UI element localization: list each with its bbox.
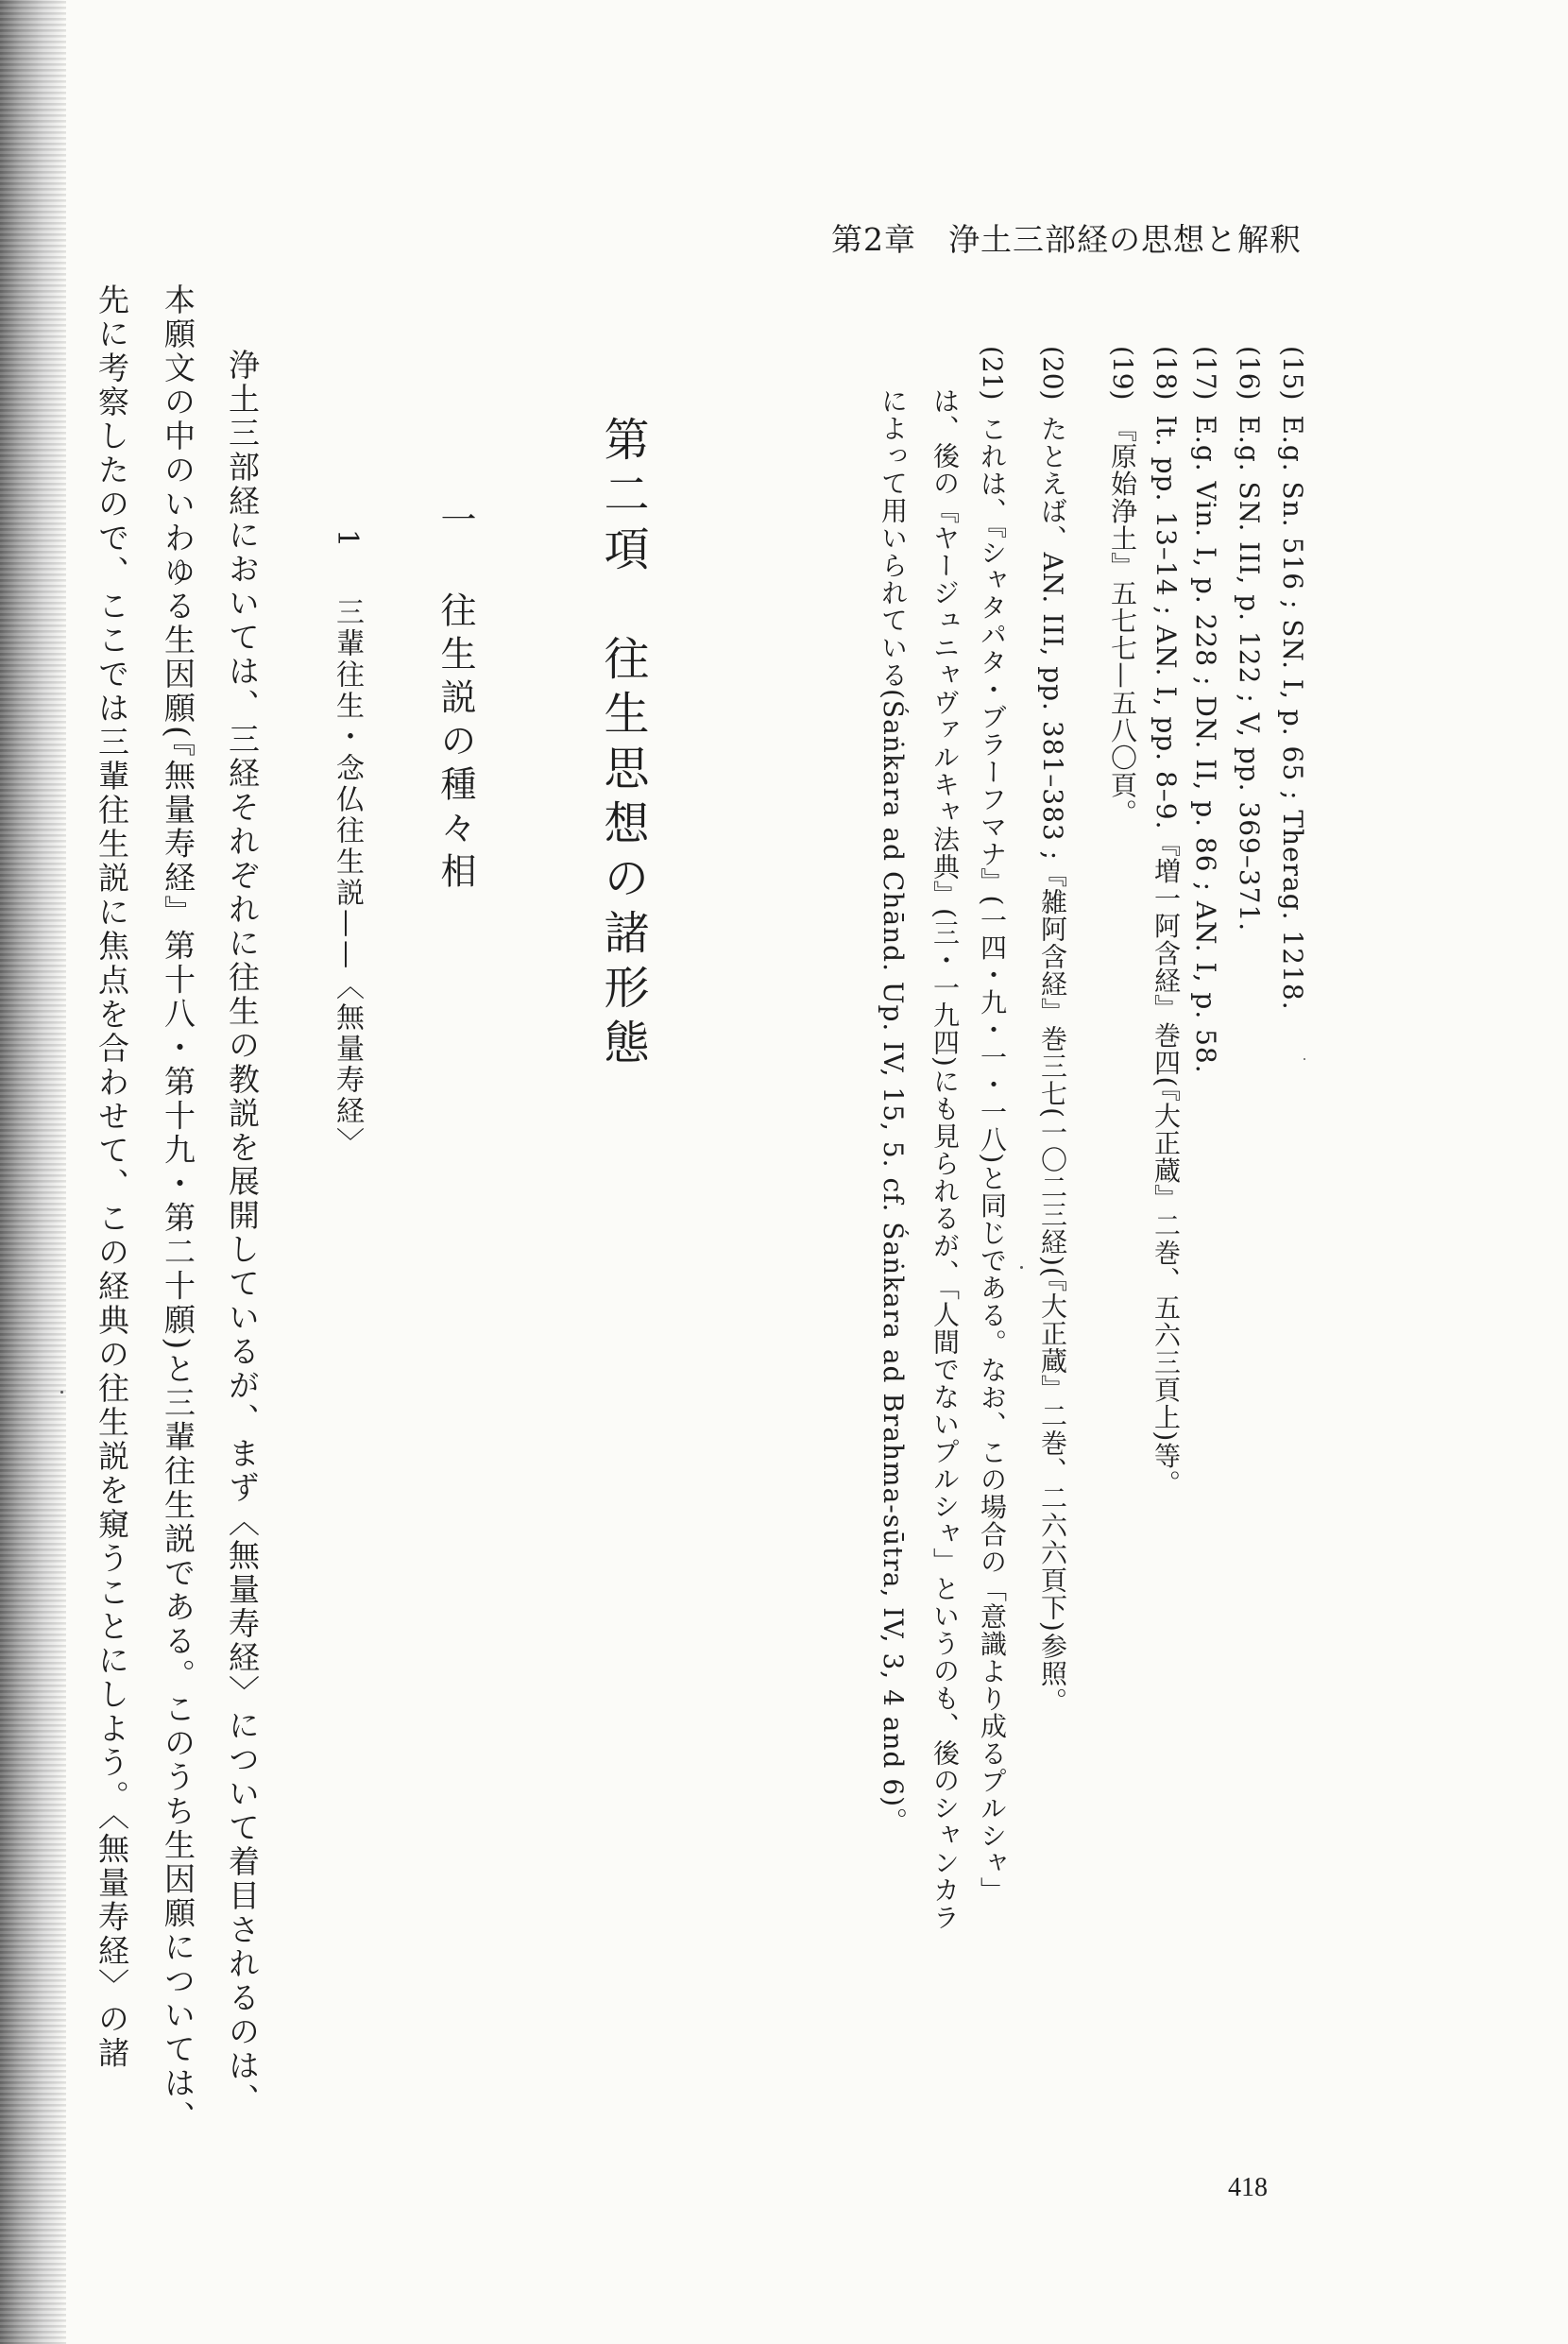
subsection-title: 往生説の種々相 xyxy=(435,591,476,896)
scan-speck xyxy=(1020,1266,1023,1269)
note-text: E.g. SN. III, p. 122 ; V, pp. 369–371. xyxy=(1234,415,1265,932)
scan-speck xyxy=(60,1391,63,1394)
running-head: 第2章 浄土三部経の思想と解釈 xyxy=(831,221,1302,258)
body-line-2: 本願文の中のいわゆる生因願(『無量寿経』第十八・第十九・第二十願)と三輩往生説である。このうち生因願については、 xyxy=(160,283,196,2135)
note-number: (17) xyxy=(1190,346,1221,401)
note-19 xyxy=(1103,346,1141,826)
body-line-1: 浄土三部経においては、三経それぞれに往生の教説を展開しているが、まず〈無量寿経〉について着目されるのは、 xyxy=(224,315,261,2117)
subsubsection-index: 1 xyxy=(331,529,364,551)
scan-speck xyxy=(1304,1058,1305,1060)
body-line-3: 先に考察したので、ここでは三輩往生説に焦点を合わせて、この経典の往生説を窺うことにしよう。〈無量寿経〉の諸 xyxy=(94,283,130,2071)
subsubsection-title: 三輩往生・念仏往生説——〈無量寿経〉 xyxy=(331,597,364,1159)
note-number: (15) xyxy=(1277,346,1308,401)
note-17 xyxy=(1190,346,1221,1074)
section-title: 第二項 往生思想の諸形態 xyxy=(596,416,649,1073)
subsubsection-heading xyxy=(326,529,367,1158)
note-number: (21) xyxy=(977,346,1008,401)
note-18 xyxy=(1147,346,1185,1497)
note-21-continued xyxy=(874,387,912,1835)
note-number: (16) xyxy=(1234,346,1265,401)
subsection-heading xyxy=(430,501,482,896)
note-text: E.g. Vin. I, p. 228 ; DN. II, p. 86 ; AN. I, p. 58. xyxy=(1190,415,1221,1074)
page-number: 418 xyxy=(1228,2173,1268,2202)
note-text: たとえば、AN. III, pp. 381–383 ;『雑阿含経』巻三七(一〇二三経)(『大正蔵』二巻、二六六頁下)参照。 xyxy=(1037,415,1068,1715)
note-20 xyxy=(1033,346,1071,1715)
scan-shadow-edge xyxy=(0,0,66,2344)
note-number: (20) xyxy=(1037,346,1068,401)
note-text: によって用いられている(Śaṅkara ad Chānd. Up. IV, 15, 5. cf. Śaṅkara ad Brahma-sūtra, IV, 3, 4 and 6)。 xyxy=(878,387,909,1836)
note-text: これは、『シャタパタ・ブラーフマナ』(一四・九・一・一八)と同じである。なお、この場合の「意識より成るプルシャ」 xyxy=(977,415,1008,1905)
note-text: 『原始浄土』五七七—五八〇頁。 xyxy=(1107,415,1138,827)
subsection-index: 一 xyxy=(435,501,476,544)
note-21-continued xyxy=(926,387,963,1931)
note-21 xyxy=(973,346,1011,1904)
note-number: (18) xyxy=(1150,346,1182,401)
note-16 xyxy=(1234,346,1265,932)
note-text: は、後の『ヤージュニャヴァルキャ法典』(三・一九四)にも見られるが、「人間でないプルシャ」というのも、後のシャンカラ xyxy=(929,387,961,1931)
note-number: (19) xyxy=(1107,346,1138,401)
note-15 xyxy=(1277,346,1308,1011)
note-text: It. pp. 13–14 ; AN. I, pp. 8–9.『増一阿含経』巻四(『大正蔵』二巻、五六三頁上)等。 xyxy=(1150,415,1182,1497)
note-text: E.g. Sn. 516 ; SN. I, p. 65 ; Therag. 1218. xyxy=(1277,415,1308,1011)
